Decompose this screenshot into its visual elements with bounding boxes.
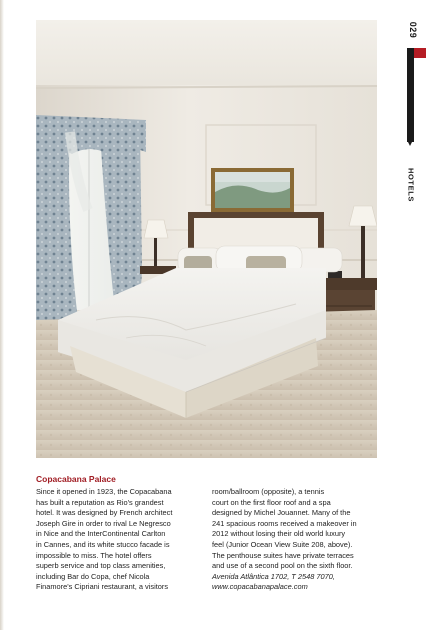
body-line: in Nice and the InterContinental Carlton bbox=[36, 529, 166, 539]
page-number: 029 bbox=[408, 21, 418, 39]
body-line: impossible to miss. The hotel offers bbox=[36, 550, 152, 560]
section-label: HOTELS bbox=[406, 167, 416, 203]
body-line: 241 spacious rooms received a makeover in bbox=[212, 518, 357, 528]
body-line: hotel. It was designed by French architect bbox=[36, 508, 173, 518]
body-line: Joseph Gire in order to rival Le Negresco bbox=[36, 518, 171, 528]
section-tab-point bbox=[407, 140, 413, 146]
body-line: superb service and top class amenities, bbox=[36, 561, 166, 571]
body-line: 2012 without losing their old world luxury bbox=[212, 529, 346, 539]
body-line: Since it opened in 1923, the Copacabana bbox=[36, 487, 172, 496]
page-gutter bbox=[0, 0, 4, 630]
body-line: feel (Junior Ocean View Suite 208, above). bbox=[212, 539, 353, 549]
bedroom-illustration bbox=[36, 20, 377, 458]
website-link[interactable]: www.copacabanapalace.com bbox=[212, 582, 308, 592]
section-tab-bar bbox=[407, 48, 414, 142]
body-line: court on the first floor roof and a spa bbox=[212, 497, 331, 507]
address-line: Avenida Atlântica 1702, T 2548 7070, bbox=[212, 571, 335, 581]
article-column-1 bbox=[36, 487, 202, 593]
article-title: Copacabana Palace bbox=[36, 474, 116, 484]
body-line: has built a reputation as Rio's grandest bbox=[36, 497, 164, 507]
body-line: Finamore's Cipriani restaurant, a visitors bbox=[36, 582, 169, 592]
body-line: in Cannes, and its white stucco facade is bbox=[36, 539, 170, 549]
body-line: including Bar do Copa, chef Nicola bbox=[36, 571, 150, 581]
article-column-2 bbox=[212, 487, 380, 593]
hotel-room-photo bbox=[36, 20, 377, 458]
body-line: designed by Michel Jouannet. Many of the bbox=[212, 508, 351, 518]
body-line: The penthouse suites have private terraces bbox=[212, 550, 354, 560]
body-line: room/ballroom (opposite), a tennis bbox=[212, 487, 325, 496]
body-line: and use of a second pool on the sixth floor. bbox=[212, 561, 353, 571]
